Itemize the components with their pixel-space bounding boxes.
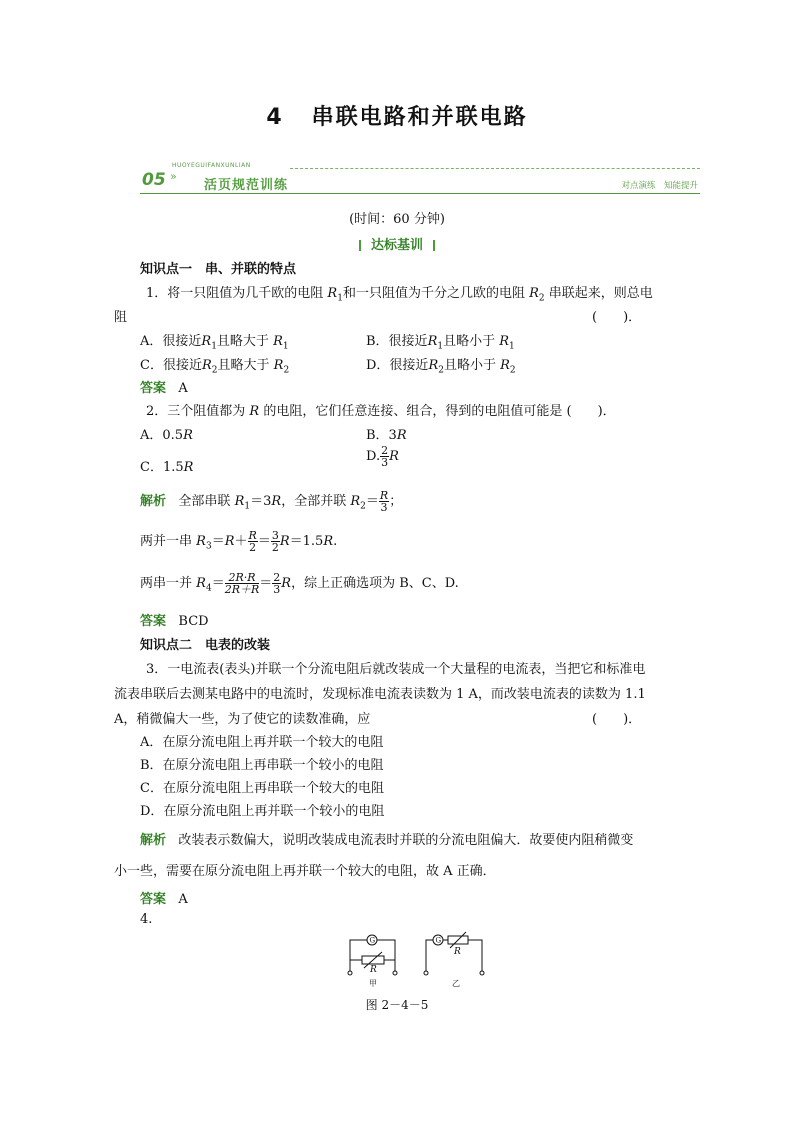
q3-answer: 答案 A [140,892,188,907]
q4-number: 4. [140,912,153,927]
banner-number: 05 [142,170,166,190]
q3-bracket: ( )． [592,712,642,727]
q3-line1: 3．一电流表(表头)并联一个分流电阻后就改装成一个大量程的电流表，当把它和标准电 [146,662,646,677]
banner-dashed-line [290,168,700,169]
q2-option-d: D. $\frac{2}{3}$ R [366,444,399,469]
fraction-parallel: $\frac{2R\cdot R}{2R+R}$ [224,571,260,596]
galvanometer-label-2: G [435,936,442,945]
fraction-2-3: $\frac{2}{3}$ [381,444,389,469]
q3-line2: 流表串联后去测某电路中的电流时，发现标准电流表读数为 1 A，而改装电流表的读数为 1.1 [114,687,646,702]
q1-bracket: ( )． [592,310,642,325]
label-yi: 乙 [452,979,460,988]
double-chevron-icon: » [170,170,177,183]
knowledge-point-2: 知识点二 电表的改装 [140,638,271,653]
q1-option-b: B．很接近$R_1$且略小于 $R_1$ [366,334,515,352]
q1-option-c: C．很接近$R_2$且略大于 $R_2$ [140,358,290,376]
q3-option-d: D．在原分流电阻上再并联一个较小的电阻 [140,804,385,819]
q2-analysis-3: 两串一并 $R_4=$ $\frac{2R\cdot R}{2R+R}=$ $\frac{2}{3}$ R，综上正确选项为 B、C、D. [140,571,459,596]
banner-underline [140,193,700,194]
q3-option-b: B．在原分流电阻上再串联一个较小的电阻 [140,758,384,773]
q3-analysis-2: 小一些，需要在原分流电阻上再并联一个较大的电阻，故 A 正确． [114,864,496,879]
q2-answer: 答案 BCD [140,614,209,629]
banner-right-text: 对点演练 知能提升 [621,181,698,191]
banner-label: 活页规范训练 [204,178,289,193]
fraction-r-3: $\frac{R}{3}$ [379,489,389,514]
q1-option-d: D．很接近$R_2$且略小于 $R_2$ [366,358,516,376]
section-banner [140,160,700,196]
q2-option-b: B．3R [366,428,407,443]
q2-option-c: C．1.5R [140,460,194,475]
time-note: (时间：60 分钟) [349,212,445,227]
page-title: 4 串联电路和并联电路 [266,105,528,130]
circuit-diagram [340,928,500,990]
q3-line3: A，稍微偏大一些，为了使它的读数准确，应 [114,712,371,727]
section-heading: 达标基训 [0,234,794,253]
q2-option-a: A．0.5R [140,428,193,443]
q2-analysis-1: 解析 全部串联 $R_1=3R$，全部并联 $R_2=$ $\frac{R}{3}$ ； [140,489,403,514]
fraction-2-3b: $\frac{2}{3}$ [273,571,281,596]
banner-pinyin: HUOYEGUIFANXUNLIAN [172,162,251,169]
fraction-3-2: $\frac{3}{2}$ [271,529,279,554]
q2-stem: 2．三个阻值都为 R 的电阻，它们任意连接、组合，得到的电阻值可能是 ( )． [146,404,616,419]
galvanometer-label-1: G [369,936,376,945]
q3-option-c: C．在原分流电阻上再串联一个较大的电阻 [140,781,384,796]
q1-option-a: A．很接近$R_1$且略大于 $R_1$ [140,334,289,352]
resistor-label-2: R [454,947,461,957]
knowledge-point-1: 知识点一 串、并联的特点 [140,262,297,277]
q1-answer: 答案 A [140,381,188,396]
q2-analysis-2: 两并一串 $R_3=R+$ $\frac{R}{2}$ ＝ $\frac{3}{2}$ R＝1.5R. [140,529,338,554]
resistor-label-1: R [370,965,377,975]
q1-line1: 1．将一只阻值为几千欧的电阻 $R_1$和一只阻值为千分之几欧的电阻 $R_2$ 串联起来，则总电 [146,286,653,304]
label-jia: 甲 [369,979,377,988]
q3-analysis-1: 解析 改装表示数偏大，说明改装成电流表时并联的分流电阻偏大．故要使内阻稍微变 [140,833,634,848]
figure-caption: 图 2－4－5 [365,998,429,1012]
bar-left [359,240,361,251]
fraction-r-2: $\frac{R}{2}$ [248,529,257,554]
bar-right [433,240,435,251]
q1-line2: 阻 [114,310,128,325]
q3-option-a: A．在原分流电阻上再并联一个较大的电阻 [140,735,384,750]
